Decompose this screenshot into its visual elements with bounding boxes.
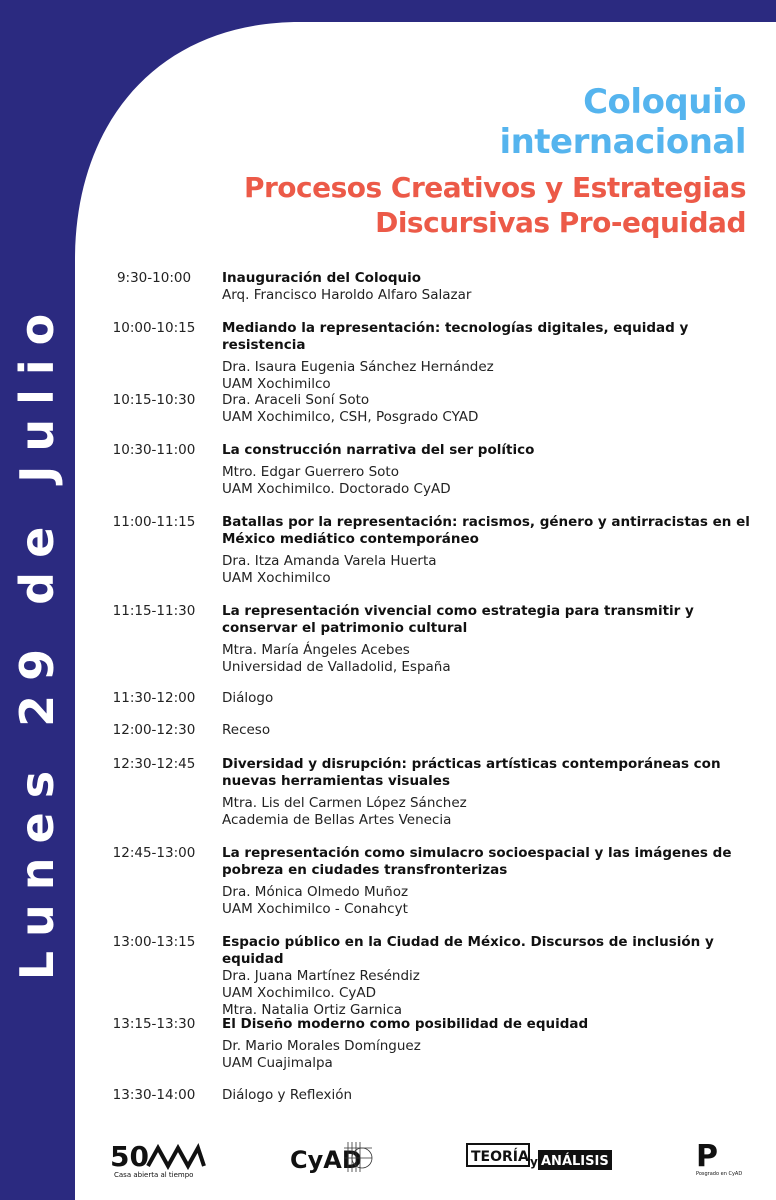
speaker-line: Mtra. María Ángeles Acebes: [222, 642, 410, 658]
event-title: [499, 82, 746, 162]
session-time: 9:30-10:00: [116, 270, 192, 286]
session-time: 12:45-13:00: [112, 845, 196, 861]
session-time: 13:30-14:00: [112, 1087, 196, 1103]
event-date: Lunes 29 de Julio: [10, 299, 64, 981]
talk-title: Diversidad y disrupción: prácticas artísticas contemporáneas con nuevas herramientas visuales: [222, 756, 721, 789]
talk-title: La construcción narrativa del ser político: [222, 442, 535, 458]
analisis-text: ANÁLISIS: [541, 1154, 609, 1169]
speaker-line: UAM Xochimilco. CyAD: [222, 985, 377, 1001]
speaker-line: Dra. Itza Amanda Varela Huerta: [222, 553, 437, 569]
teoria-text: TEORÍA: [471, 1149, 529, 1165]
posgrado-caption: Posgrado en CyAD: [696, 1171, 743, 1177]
speaker-line: Dra. Araceli Soní Soto: [222, 392, 370, 408]
session-detail: [222, 690, 750, 707]
posgrado-logo: [692, 1138, 748, 1178]
session-detail: [222, 392, 750, 426]
session-detail: [222, 722, 750, 739]
speaker-line: Universidad de Valladolid, España: [222, 659, 451, 675]
session-detail: [222, 934, 750, 1019]
cyad-text: CyAD: [290, 1146, 362, 1174]
speaker-line: Dr. Mario Morales Domínguez: [222, 1038, 421, 1054]
speaker-line: Diálogo y Reflexión: [222, 1087, 353, 1103]
speaker-line: Dra. Isaura Eugenia Sánchez Hernández: [222, 359, 494, 375]
posgrado-letter: P: [696, 1139, 718, 1174]
speaker-line: Arq. Francisco Haroldo Alfaro Salazar: [222, 287, 472, 303]
speaker-line: UAM Xochimilco: [222, 376, 331, 392]
session-time: 12:30-12:45: [112, 756, 196, 772]
speaker-line: Mtra. Lis del Carmen López Sánchez: [222, 795, 467, 811]
session-time: 10:00-10:15: [112, 320, 196, 336]
uam-number: 50: [110, 1140, 149, 1173]
speaker-line: Receso: [222, 722, 271, 738]
speaker-line: Diálogo: [222, 690, 274, 706]
talk-title: Mediando la representación: tecnologías digitales, equidad y resistencia: [222, 320, 689, 353]
speaker-line: UAM Xochimilco, CSH, Posgrado CYAD: [222, 409, 479, 425]
session-time: 13:15-13:30: [112, 1016, 196, 1032]
session-detail: [222, 756, 750, 829]
session-time: 13:00-13:15: [112, 934, 196, 950]
sponsor-logos: [100, 1136, 750, 1180]
session-detail: [222, 270, 750, 304]
talk-title: Espacio público en la Ciudad de México. Discursos de inclusión y equidad: [222, 934, 714, 967]
speaker-line: Mtro. Edgar Guerrero Soto: [222, 464, 399, 480]
session-time: 11:30-12:00: [112, 690, 196, 706]
session-time: 11:15-11:30: [112, 603, 196, 619]
session-time: 12:00-12:30: [112, 722, 196, 738]
cyad-logo: [288, 1138, 378, 1178]
talk-title: La representación como simulacro socioespacial y las imágenes de pobreza en ciudades transfronterizas: [222, 845, 732, 878]
session-detail: [222, 603, 750, 676]
speaker-line: UAM Xochimilco. Doctorado CyAD: [222, 481, 451, 497]
speaker-line: UAM Cuajimalpa: [222, 1055, 333, 1071]
session-time: 11:00-11:15: [112, 514, 196, 530]
talk-title: Batallas por la representación: racismos, género y antirracistas en el México mediático contemporáneo: [222, 514, 750, 547]
session-time: 10:30-11:00: [112, 442, 196, 458]
title-line-1: Coloquio: [583, 82, 746, 122]
subtitle-line-1: Procesos Creativos y Estrategias: [243, 171, 746, 204]
speaker-line: Mtra. Natalia Ortiz Garnica: [222, 1002, 402, 1018]
session-time: 10:15-10:30: [112, 392, 196, 408]
uam-50-logo: [108, 1136, 208, 1180]
session-detail: [222, 442, 750, 498]
speaker-line: Dra. Mónica Olmedo Muñoz: [222, 884, 409, 900]
session-detail: [222, 320, 750, 393]
talk-title: La representación vivencial como estrategia para transmitir y conservar el patrimonio cultural: [222, 603, 694, 636]
uam-caption: Casa abierta al tiempo: [114, 1171, 194, 1179]
session-detail: [222, 845, 750, 918]
session-detail: [222, 514, 750, 587]
title-line-2: internacional: [499, 122, 746, 162]
speaker-line: UAM Xochimilco - Conahcyt: [222, 901, 408, 917]
analisis-y: y: [530, 1155, 538, 1169]
session-detail: [222, 1087, 750, 1104]
teoria-analisis-logo: [466, 1142, 614, 1172]
session-detail: [222, 1016, 750, 1072]
speaker-line: UAM Xochimilco: [222, 570, 331, 586]
speaker-line: Dra. Juana Martínez Reséndiz: [222, 968, 420, 984]
subtitle-line-2: Discursivas Pro-equidad: [375, 206, 746, 239]
talk-title: El Diseño moderno como posibilidad de equidad: [222, 1016, 589, 1032]
speaker-line: Academia de Bellas Artes Venecia: [222, 812, 452, 828]
event-subtitle: [244, 170, 746, 240]
talk-title: Inauguración del Coloquio: [222, 270, 422, 286]
